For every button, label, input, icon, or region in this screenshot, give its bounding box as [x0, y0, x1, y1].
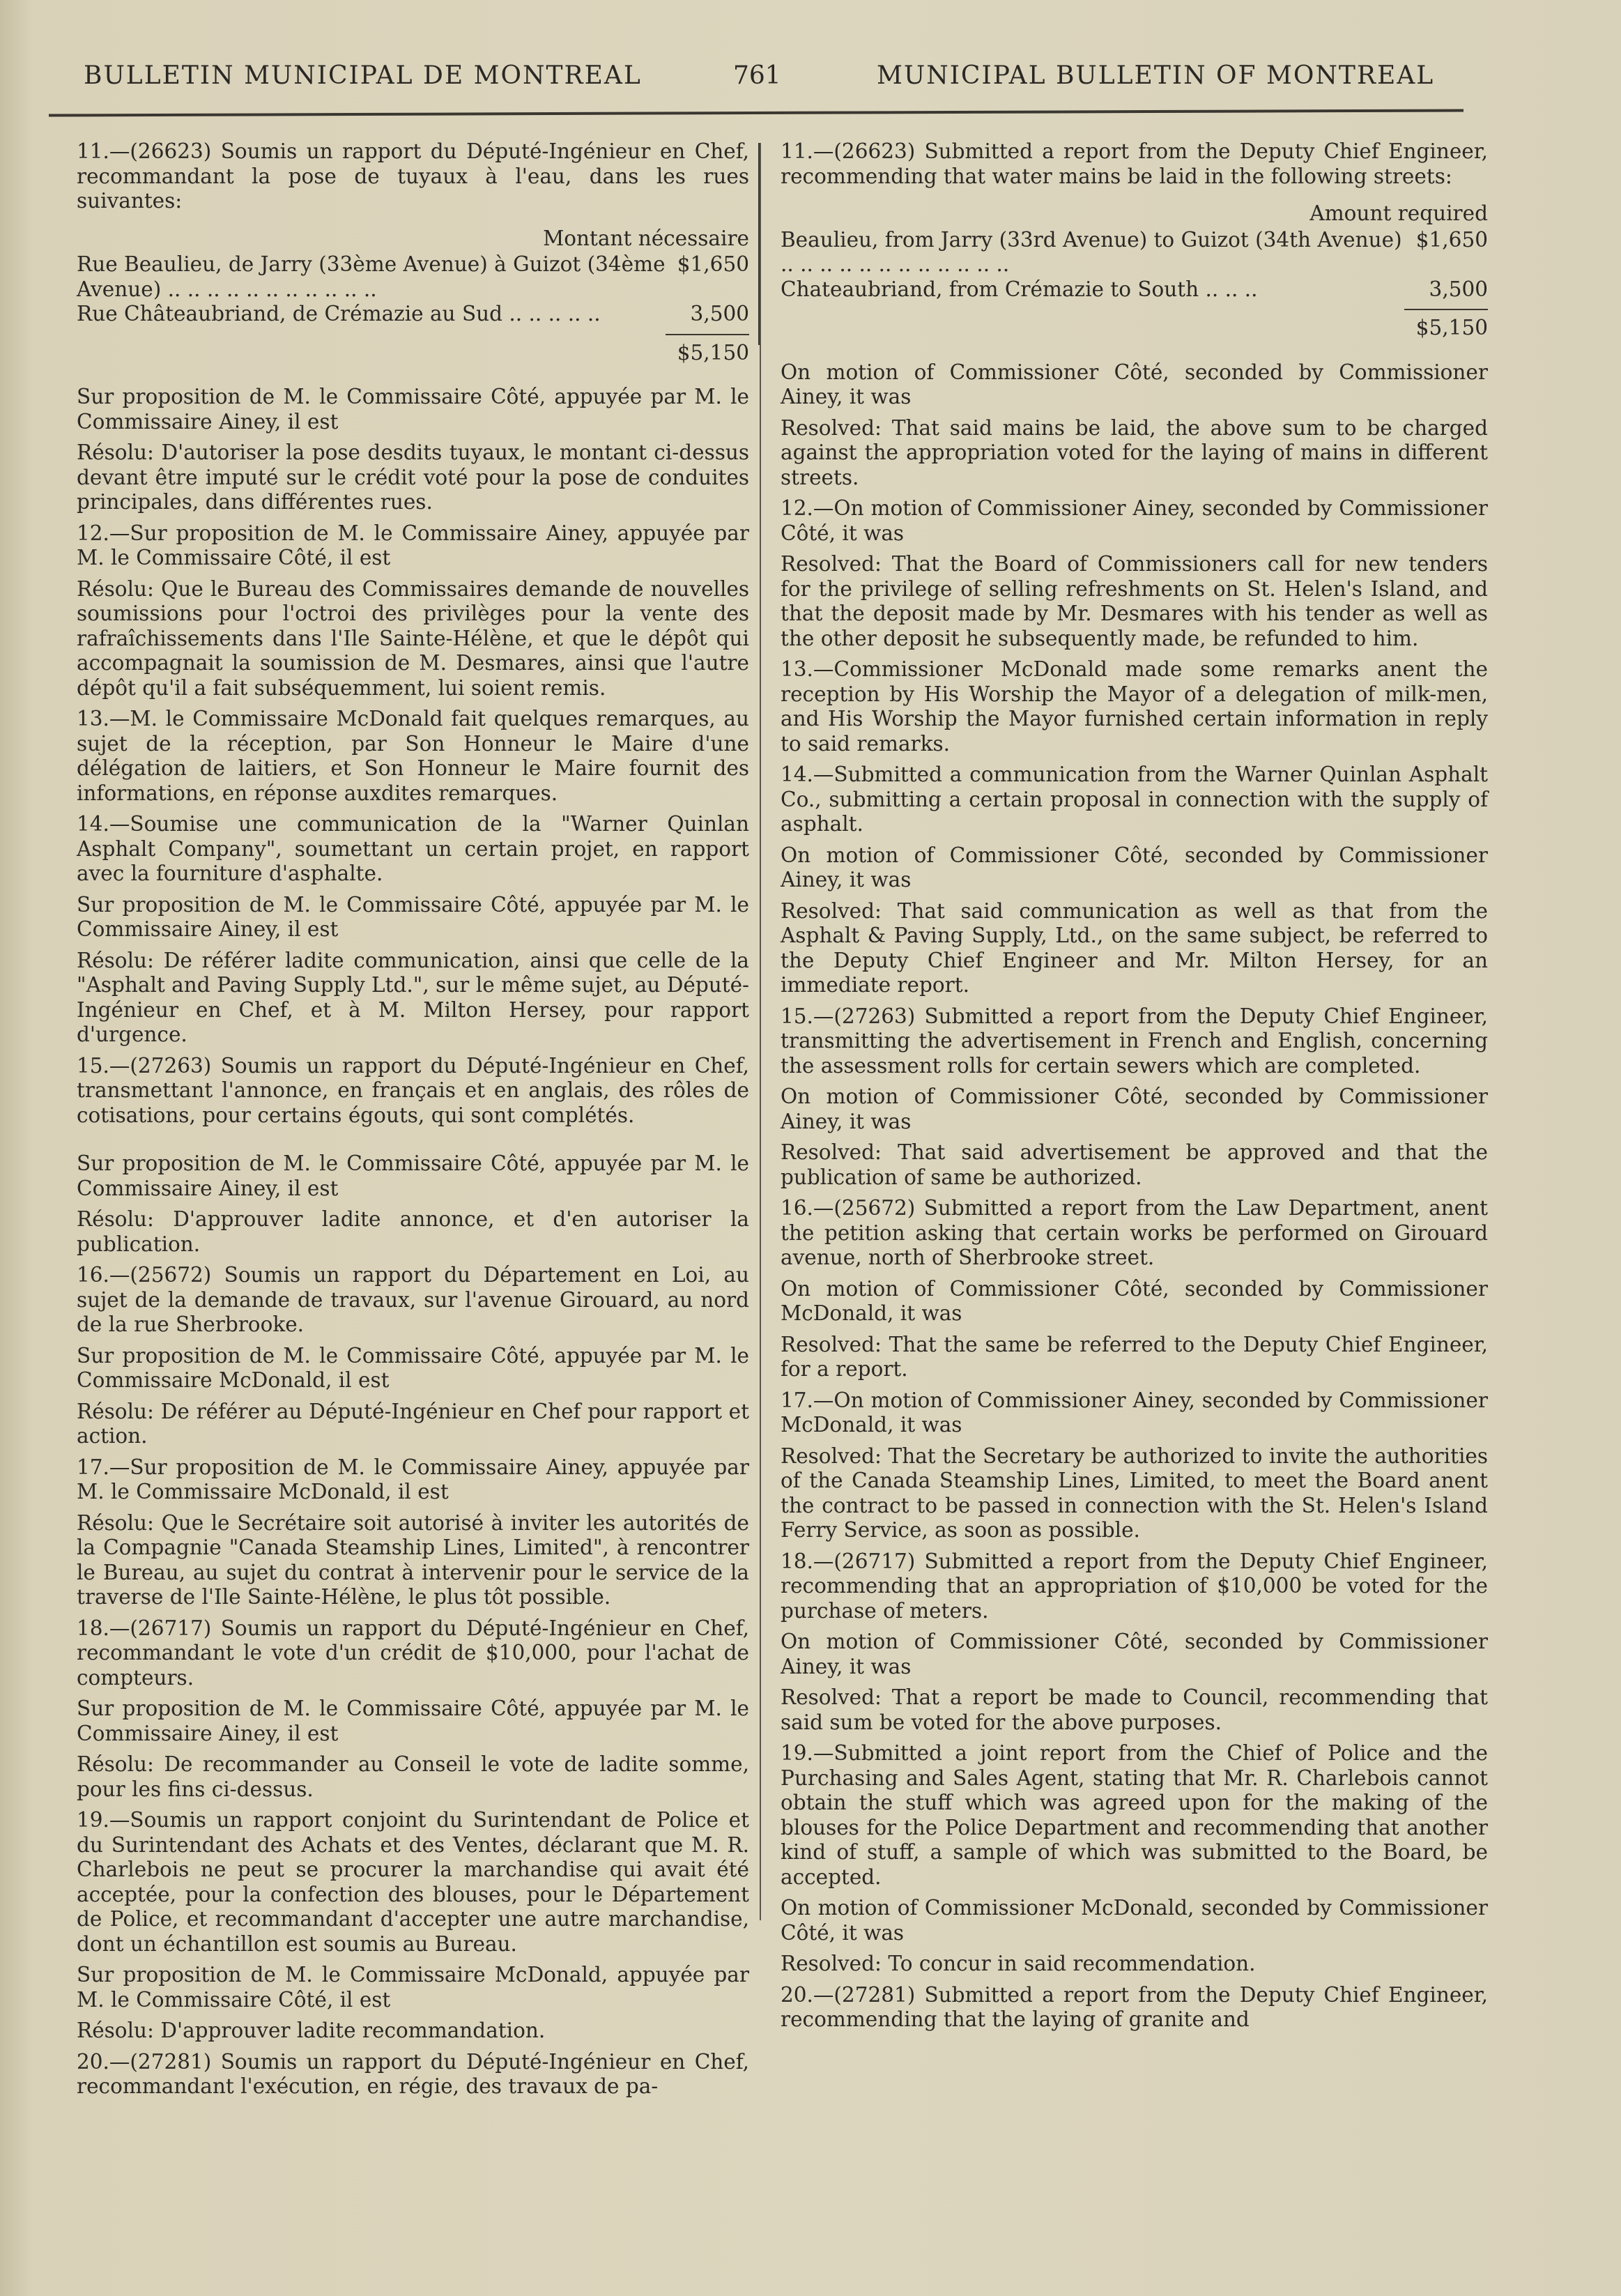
item-18-en: 18.—(26717) Submitted a report from the Deputy Chief Engineer, recommending that an appropriation of $10,000 be voted for the purchase of meters. — [781, 1549, 1488, 1623]
amount-row-label: Beaulieu, from Jarry (33rd Avenue) to Guizot (34th Avenue) .. .. .. .. .. .. .. .. .. .. .. .. — [781, 227, 1402, 276]
motion-fr: Sur proposition de M. le Commissaire Côté, appuyée par M. le Commissaire McDonald, il est — [77, 1343, 749, 1392]
motion-en: On motion of Commissioner Côté, seconded by Commissioner Ainey, it was — [781, 843, 1488, 891]
item-19-fr: 19.—Soumis un rapport conjoint du Surintendant de Police et du Surintendant des Achats et des Ventes, déclarant que M. R. Charlebois ne peut se procurer la marchandise qui avait été acceptée, pour la confection des blouses, pour le Département de Police, et recommandant d'accepter une autre marchandise, dont un échantillon est soumis au Bureau. — [77, 1808, 749, 1956]
page-number: 761 — [733, 61, 781, 90]
english-column — [781, 139, 1488, 2039]
page-header — [84, 61, 1477, 110]
resolution-en: Resolved: To concur in said recommendation. — [781, 1952, 1256, 1975]
item-12-fr: 12.—Sur proposition de M. le Commissaire Ainey, appuyée par M. le Commissaire Côté, il est — [77, 521, 749, 569]
resolution-en: Resolved: That the Board of Commissioners call for new tenders for the privilege of selling refreshments on St. Helen's Island, and that the deposit made by Mr. Desmares with his tender as well as the other deposit he subsequently made, be refunded to him. — [781, 552, 1488, 650]
amount-heading-en: Amount required — [1309, 201, 1488, 225]
amount-row-en — [781, 228, 1488, 277]
item-11-fr: 11.—(26623) Soumis un rapport du Député-Ingénieur en Chef, recommandant la pose de tuyaux à l'eau, dans les rues suivantes: — [77, 139, 749, 213]
item-12-en: 12.—On motion of Commissioner Ainey, seconded by Commissioner Côté, it was — [781, 496, 1488, 545]
amount-row-value: 3,500 — [690, 302, 749, 326]
amount-row-label: Chateaubriand, from Crémazie to South .. .. .. — [781, 277, 1258, 301]
item-13-en: 13.—Commissioner McDonald made some remarks anent the reception by His Worship the Mayor of a delegation of milk-men, and His Worship the Mayor furnished certain information in reply to said remarks. — [781, 657, 1488, 756]
motion-fr: Sur proposition de M. le Commissaire Côté, appuyée par M. le Commissaire Ainey, il est — [77, 1697, 749, 1745]
resolution-en: Resolved: That said advertisement be approved and that the publication of same be authorized. — [781, 1140, 1488, 1189]
amount-row-value: $1,650 — [677, 252, 749, 276]
amount-row-fr — [77, 252, 749, 302]
header-rule — [49, 109, 1463, 116]
motion-fr: Sur proposition de M. le Commissaire Côté, appuyée par M. le Commissaire Ainey, il est — [77, 385, 749, 434]
resolution-fr: Résolu: D'approuver ladite recommandation. — [77, 2019, 546, 2042]
item-15-fr: 15.—(27263) Soumis un rapport du Député-Ingénieur en Chef, transmettant l'annonce, en français et en anglais, des rôles de cotisations, pour certains égouts, qui sont complétés. — [77, 1053, 749, 1127]
resolution-fr: Résolu: De référer ladite communication, ainsi que celle de la "Asphalt and Paving Supply Ltd.", sur le même sujet, au Député-Ingénieur en Chef, et à M. Milton Hersey, pour rapport d'urgence. — [77, 948, 749, 1046]
item-11-en: 11.—(26623) Submitted a report from the Deputy Chief Engineer, recommending that water mains be laid in the following streets: — [781, 139, 1488, 188]
amount-total-fr: $5,150 — [666, 334, 749, 366]
resolution-fr: Résolu: De référer au Député-Ingénieur en Chef pour rapport et action. — [77, 1399, 749, 1448]
resolution-fr: Résolu: D'autoriser la pose desdits tuyaux, le montant ci-dessus devant être imputé sur le crédit voté pour la pose de conduites principales, dans différentes rues. — [77, 441, 749, 514]
resolution-en: Resolved: That a report be made to Council, recommending that said sum be voted for the above purposes. — [781, 1685, 1488, 1734]
item-16-fr: 16.—(25672) Soumis un rapport du Département en Loi, au sujet de la demande de travaux, sur l'avenue Girouard, au nord de la rue Sherbrooke. — [77, 1263, 749, 1336]
item-19-en: 19.—Submitted a joint report from the Chief of Police and the Purchasing and Sales Agent, stating that Mr. R. Charlebois cannot obtain the stuff which was agreed upon for the making of the blouses for the Police Department and recommending that another kind of stuff, a sample of which was submitted to the Board, be accepted. — [781, 1741, 1488, 1889]
resolution-fr: Résolu: De recommander au Conseil le vote de ladite somme, pour les fins ci-dessus. — [77, 1752, 749, 1801]
header-title-english: MUNICIPAL BULLETIN OF MONTREAL — [877, 61, 1435, 90]
item-17-fr: 17.—Sur proposition de M. le Commissaire Ainey, appuyée par M. le Commissaire McDonald, il est — [77, 1455, 749, 1503]
resolution-fr: Résolu: Que le Secrétaire soit autorisé à inviter les autorités de la Compagnie "Canada Steamship Lines, Limited", à rencontrer le Bureau, au sujet du contrat à intervenir pour le service de la traverse de l'Ile Sainte-Hélène, le plus tôt possible. — [77, 1510, 749, 1609]
amount-row-label: Rue Châteaubriand, de Crémazie au Sud .. .. .. .. .. — [77, 302, 601, 326]
amount-row-fr — [77, 302, 749, 327]
resolution-fr: Résolu: Que le Bureau des Commissaires demande de nouvelles soumissions pour l'octroi des privilèges pour la vente des rafraîchissements dans l'Ile Sainte-Hélène, et que le dépôt qui accompagnait la soumission de M. Desmares, ainsi que l'autre dépôt qu'il a fait subséquemment, lui soient remis. — [77, 576, 749, 700]
motion-en: On motion of Commissioner McDonald, seconded by Commissioner Côté, it was — [781, 1896, 1488, 1945]
item-16-en: 16.—(25672) Submitted a report from the Law Department, anent the petition asking that certain works be performed on Girouard avenue, north of Sherbrooke street. — [781, 1196, 1488, 1269]
resolution-en: Resolved: That the same be referred to the Deputy Chief Engineer, for a report. — [781, 1332, 1488, 1381]
item-13-fr: 13.—M. le Commissaire McDonald fait quelques remarques, au sujet de la réception, par Son Honneur le Maire d'une délégation de laitiers, et Son Honneur le Maire fournit des informations, en réponse auxdites remarques. — [77, 707, 749, 805]
amount-row-value: $1,650 — [1415, 227, 1488, 252]
motion-en: On motion of Commissioner Côté, seconded by Commissioner Ainey, it was — [781, 1630, 1488, 1678]
resolution-fr: Résolu: D'approuver ladite annonce, et d'en autoriser la publication. — [77, 1207, 749, 1256]
motion-fr: Sur proposition de M. le Commissaire Côté, appuyée par M. le Commissaire Ainey, il est — [77, 892, 749, 941]
header-title-french: BULLETIN MUNICIPAL DE MONTREAL — [84, 61, 642, 90]
amount-heading-fr: Montant nécessaire — [543, 226, 749, 250]
motion-en: On motion of Commissioner Côté, seconded by Commissioner McDonald, it was — [781, 1276, 1488, 1325]
amount-row-en — [781, 277, 1488, 303]
motion-en: On motion of Commissioner Côté, seconded by Commissioner Ainey, it was — [781, 360, 1488, 408]
resolution-en: Resolved: That the Secretary be authorized to invite the authorities of the Canada Steamship Lines, Limited, to meet the Board anent the contract to be passed in connection with the St. Helen's Island Ferry Service, as soon as possible. — [781, 1444, 1488, 1542]
column-divider — [760, 143, 761, 1920]
amount-total-en: $5,150 — [1404, 309, 1488, 341]
resolution-en: Resolved: That said mains be laid, the above sum to be charged against the appropriation voted for the laying of mains in different streets. — [781, 415, 1488, 489]
item-14-fr: 14.—Soumise une communication de la "Warner Quinlan Asphalt Company", soumettant un certain projet, en rapport avec la fourniture d'asphalte. — [77, 812, 749, 885]
item-17-en: 17.—On motion of Commissioner Ainey, seconded by Commissioner McDonald, it was — [781, 1388, 1488, 1437]
item-20-fr: 20.—(27281) Soumis un rapport du Député-Ingénieur en Chef, recommandant l'exécution, en régie, des travaux de pa- — [77, 2049, 749, 2098]
column-divider-top — [758, 143, 760, 345]
item-14-en: 14.—Submitted a communication from the Warner Quinlan Asphalt Co., submitting a certain proposal in connection with the supply of asphalt. — [781, 763, 1488, 836]
resolution-en: Resolved: That said communication as well as that from the Asphalt & Paving Supply, Ltd., on the same subject, be referred to the Deputy Chief Engineer and Mr. Milton Hersey, for an immediate report. — [781, 898, 1488, 997]
motion-fr: Sur proposition de M. le Commissaire McDonald, appuyée par M. le Commissaire Côté, il est — [77, 1963, 749, 2012]
amount-row-value: 3,500 — [1429, 277, 1488, 301]
motion-en: On motion of Commissioner Côté, seconded by Commissioner Ainey, it was — [781, 1085, 1488, 1133]
item-15-en: 15.—(27263) Submitted a report from the Deputy Chief Engineer, transmitting the advertisement in French and English, concerning the assessment rolls for certain sewers which are completed. — [781, 1004, 1488, 1078]
item-20-en: 20.—(27281) Submitted a report from the Deputy Chief Engineer, recommending that the laying of granite and — [781, 1982, 1488, 2031]
motion-fr: Sur proposition de M. le Commissaire Côté, appuyée par M. le Commissaire Ainey, il est — [77, 1151, 749, 1200]
french-column — [77, 139, 749, 2106]
amount-row-label: Rue Beaulieu, de Jarry (33ème Avenue) à Guizot (34ème Avenue) .. .. .. .. .. .. .. .. .. .. .. — [77, 252, 666, 301]
item-18-fr: 18.—(26717) Soumis un rapport du Député-Ingénieur en Chef, recommandant le vote d'un crédit de $10,000, pour l'achat de compteurs. — [77, 1616, 749, 1690]
